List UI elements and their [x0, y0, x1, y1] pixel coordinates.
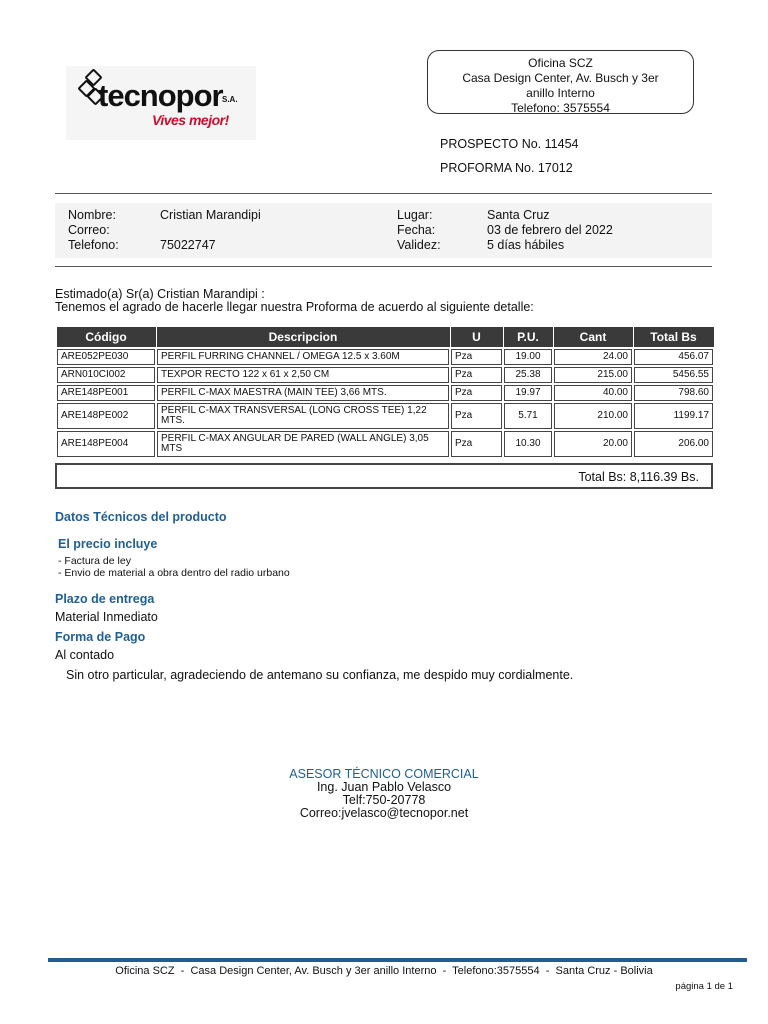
cell-codigo: ARE148PE004	[56, 430, 156, 458]
cell-cantidad: 215.00	[553, 366, 633, 384]
col-header-descripcion: Descripcion	[156, 327, 450, 349]
cell-cantidad: 40.00	[553, 384, 633, 402]
plazo-value: Material Inmediato	[55, 610, 158, 624]
office-address-box	[427, 50, 694, 114]
cell-codigo: ARE148PE002	[56, 402, 156, 430]
cell-total: 1199.17	[633, 402, 714, 430]
telefono-label: Telefono:	[68, 238, 119, 252]
forma-pago-value: Al contado	[55, 648, 115, 662]
cell-total: 456.07	[633, 348, 714, 366]
company-logo	[66, 66, 256, 140]
col-header-codigo: Código	[56, 327, 156, 349]
cell-cantidad: 24.00	[553, 348, 633, 366]
closing-text: Sin otro particular, agradeciendo de antemano su confianza, me despido muy cordialmente.	[66, 668, 574, 682]
office-phone: Telefono: 3575554	[511, 101, 610, 115]
cell-unidad: Pza	[450, 430, 503, 458]
cell-total: 798.60	[633, 384, 714, 402]
signature-role: ASESOR TÉCNICO COMERCIAL	[289, 767, 479, 781]
prospecto-number: PROSPECTO No. 11454	[440, 137, 579, 151]
cell-cantidad: 210.00	[553, 402, 633, 430]
correo-label: Correo:	[68, 223, 110, 237]
cell-unidad: Pza	[450, 366, 503, 384]
list-item: - Envio de material a obra dentro del radio urbano	[58, 567, 290, 579]
telefono-value: 75022747	[160, 238, 216, 252]
page-number: página 1 de 1	[675, 981, 733, 992]
col-header-precio-unitario: P.U.	[503, 327, 553, 349]
lugar-value: Santa Cruz	[487, 208, 550, 222]
office-name: Oficina SCZ	[528, 56, 593, 70]
table-row	[56, 430, 714, 458]
validez-value: 5 días hábiles	[487, 238, 565, 252]
cell-precio-unitario: 10.30	[503, 430, 553, 458]
cell-descripcion: PERFIL C-MAX MAESTRA (MAIN TEE) 3,66 MTS.	[156, 384, 450, 402]
logo-brand-text: tecnopor	[98, 78, 223, 113]
total-box	[55, 463, 713, 489]
cell-unidad: Pza	[450, 402, 503, 430]
signature-block	[0, 768, 768, 820]
table-row	[56, 384, 714, 402]
signature-phone: Telf:750-20778	[342, 793, 426, 807]
nombre-value: Cristian Marandipi	[160, 208, 261, 222]
list-item: - Factura de ley	[58, 555, 131, 567]
cell-total: 206.00	[633, 430, 714, 458]
cell-precio-unitario: 19.00	[503, 348, 553, 366]
logo-slogan: Vives mejor!	[152, 112, 229, 128]
table-row	[56, 402, 714, 430]
logo-suffix: S.A.	[222, 95, 238, 104]
table-header-row	[56, 327, 714, 349]
datos-tecnicos-heading: Datos Técnicos del producto	[55, 510, 227, 524]
greeting: Estimado(a) Sr(a) Cristian Marandipi :	[55, 287, 265, 301]
cell-total: 5456.55	[633, 366, 714, 384]
footer-text: Oficina SCZ - Casa Design Center, Av. Busch y 3er anillo Interno - Telefono:3575554 - Santa Cruz - Bolivia	[115, 965, 653, 977]
cell-cantidad: 20.00	[553, 430, 633, 458]
signature-email: Correo:jvelasco@tecnopor.net	[299, 806, 469, 820]
divider	[55, 266, 712, 267]
col-header-total: Total Bs	[633, 327, 714, 349]
col-header-unidad: U	[450, 327, 503, 349]
cell-precio-unitario: 19.97	[503, 384, 553, 402]
cell-codigo: ARN010CI002	[56, 366, 156, 384]
cell-precio-unitario: 25.38	[503, 366, 553, 384]
cell-descripcion: TEXPOR RECTO 122 x 61 x 2,50 CM	[156, 366, 450, 384]
cell-unidad: Pza	[450, 348, 503, 366]
cell-descripcion: PERFIL C-MAX ANGULAR DE PARED (WALL ANGLE) 3,05 MTS	[156, 430, 450, 458]
col-header-cantidad: Cant	[553, 327, 633, 349]
forma-pago-heading: Forma de Pago	[55, 630, 146, 644]
items-table	[55, 326, 715, 459]
table-row	[56, 348, 714, 366]
cell-codigo: ARE052PE030	[56, 348, 156, 366]
plazo-heading: Plazo de entrega	[55, 592, 155, 606]
intro-text: Tenemos el agrado de hacerle llegar nuestra Proforma de acuerdo al siguiente detalle:	[55, 300, 534, 314]
signature-name: Ing. Juan Pablo Velasco	[316, 780, 452, 794]
cell-descripcion: PERFIL C-MAX TRANSVERSAL (LONG CROSS TEE) 1,22 MTS.	[156, 402, 450, 430]
cell-codigo: ARE148PE001	[56, 384, 156, 402]
total-amount: Total Bs: 8,116.39 Bs.	[578, 470, 699, 484]
office-address-line: anillo Interno	[526, 86, 595, 100]
footer-divider	[48, 958, 747, 962]
table-row	[56, 366, 714, 384]
fecha-value: 03 de febrero del 2022	[487, 223, 613, 237]
nombre-label: Nombre:	[68, 208, 116, 222]
lugar-label: Lugar:	[397, 208, 433, 222]
validez-label: Validez:	[397, 238, 441, 252]
precio-incluye-heading: El precio incluye	[58, 537, 158, 551]
office-address-line: Casa Design Center, Av. Busch y 3er	[462, 71, 659, 85]
proforma-number: PROFORMA No. 17012	[440, 161, 573, 175]
client-info-panel	[55, 203, 712, 258]
divider	[55, 193, 712, 194]
cell-unidad: Pza	[450, 384, 503, 402]
cell-descripcion: PERFIL FURRING CHANNEL / OMEGA 12.5 x 3.60M	[156, 348, 450, 366]
cell-precio-unitario: 5.71	[503, 402, 553, 430]
fecha-label: Fecha:	[397, 223, 436, 237]
